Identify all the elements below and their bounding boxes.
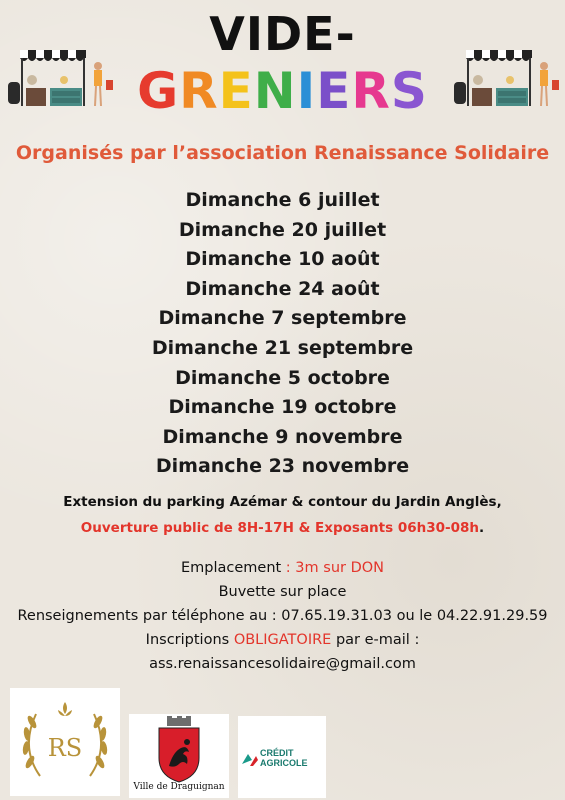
hours-end: . — [479, 520, 485, 536]
location-text: Extension du parking Azémar & contour du Jardin Anglès, — [63, 494, 502, 510]
emplacement-value: : 3m sur DON — [281, 560, 385, 576]
date-item: Dimanche 6 juillet — [185, 189, 380, 211]
hours-line — [0, 518, 565, 538]
title-letter: R — [179, 62, 219, 120]
date-item: Dimanche 20 juillet — [178, 218, 387, 241]
phone-line: Renseignements par téléphone au : 07.65.19.31.03 ou le 04.22.91.29.59 — [17, 608, 548, 624]
dates-list — [0, 186, 565, 482]
market-stall-illustration — [452, 44, 562, 110]
title-letter: G — [137, 62, 180, 120]
draguignan-logo — [129, 714, 229, 798]
buvette-line: Buvette sur place — [218, 584, 347, 600]
emplacement-label: Emplacement — [180, 560, 282, 576]
title-letter: E — [316, 62, 352, 120]
date-item: Dimanche 23 novembre — [155, 455, 410, 478]
date-item: Dimanche 10 août — [185, 248, 380, 271]
title-letter: I — [296, 62, 317, 120]
credit-agricole-logo — [238, 716, 326, 798]
credit-agricole-wordmark — [260, 748, 308, 768]
title-letter: S — [390, 62, 428, 120]
organizer-subtitle: Organisés par l’association Renaissance Solidaire — [15, 142, 550, 164]
date-item: Dimanche 24 août — [185, 277, 380, 300]
inscriptions-post: par e-mail : — [331, 632, 420, 648]
ca-line-1: CRÉDIT — [260, 748, 294, 758]
inscriptions-line — [0, 628, 565, 652]
credit-agricole-icon — [240, 750, 260, 770]
inscriptions-required: OBLIGATOIRE — [233, 632, 332, 648]
market-stall-illustration — [6, 44, 116, 110]
ca-line-2: AGRICOLE — [260, 758, 308, 768]
renaissance-solidaire-logo — [10, 688, 120, 796]
title-letter: E — [218, 62, 254, 120]
laurel-wreath-icon — [10, 688, 120, 796]
title-line-1: VIDE- — [209, 7, 356, 61]
date-item: Dimanche 19 octobre — [168, 396, 397, 419]
rs-monogram: RS — [47, 734, 83, 762]
emplacement-line — [0, 556, 565, 580]
date-item: Dimanche 7 septembre — [158, 307, 407, 330]
title-letter: N — [253, 62, 297, 120]
contact-block — [0, 556, 565, 676]
date-item: Dimanche 5 octobre — [175, 366, 390, 389]
coat-of-arms-icon — [129, 714, 229, 784]
inscriptions-pre: Inscriptions — [145, 632, 234, 648]
date-item: Dimanche 9 novembre — [162, 425, 403, 448]
date-item: Dimanche 21 septembre — [151, 336, 414, 359]
hours-text: Ouverture public de 8H-17H & Exposants 06h30-08h — [80, 520, 480, 536]
title-letter: R — [351, 62, 391, 120]
email-line[interactable]: ass.renaissancesolidaire@gmail.com — [149, 656, 416, 672]
draguignan-label: Ville de Draguignan — [133, 782, 225, 792]
